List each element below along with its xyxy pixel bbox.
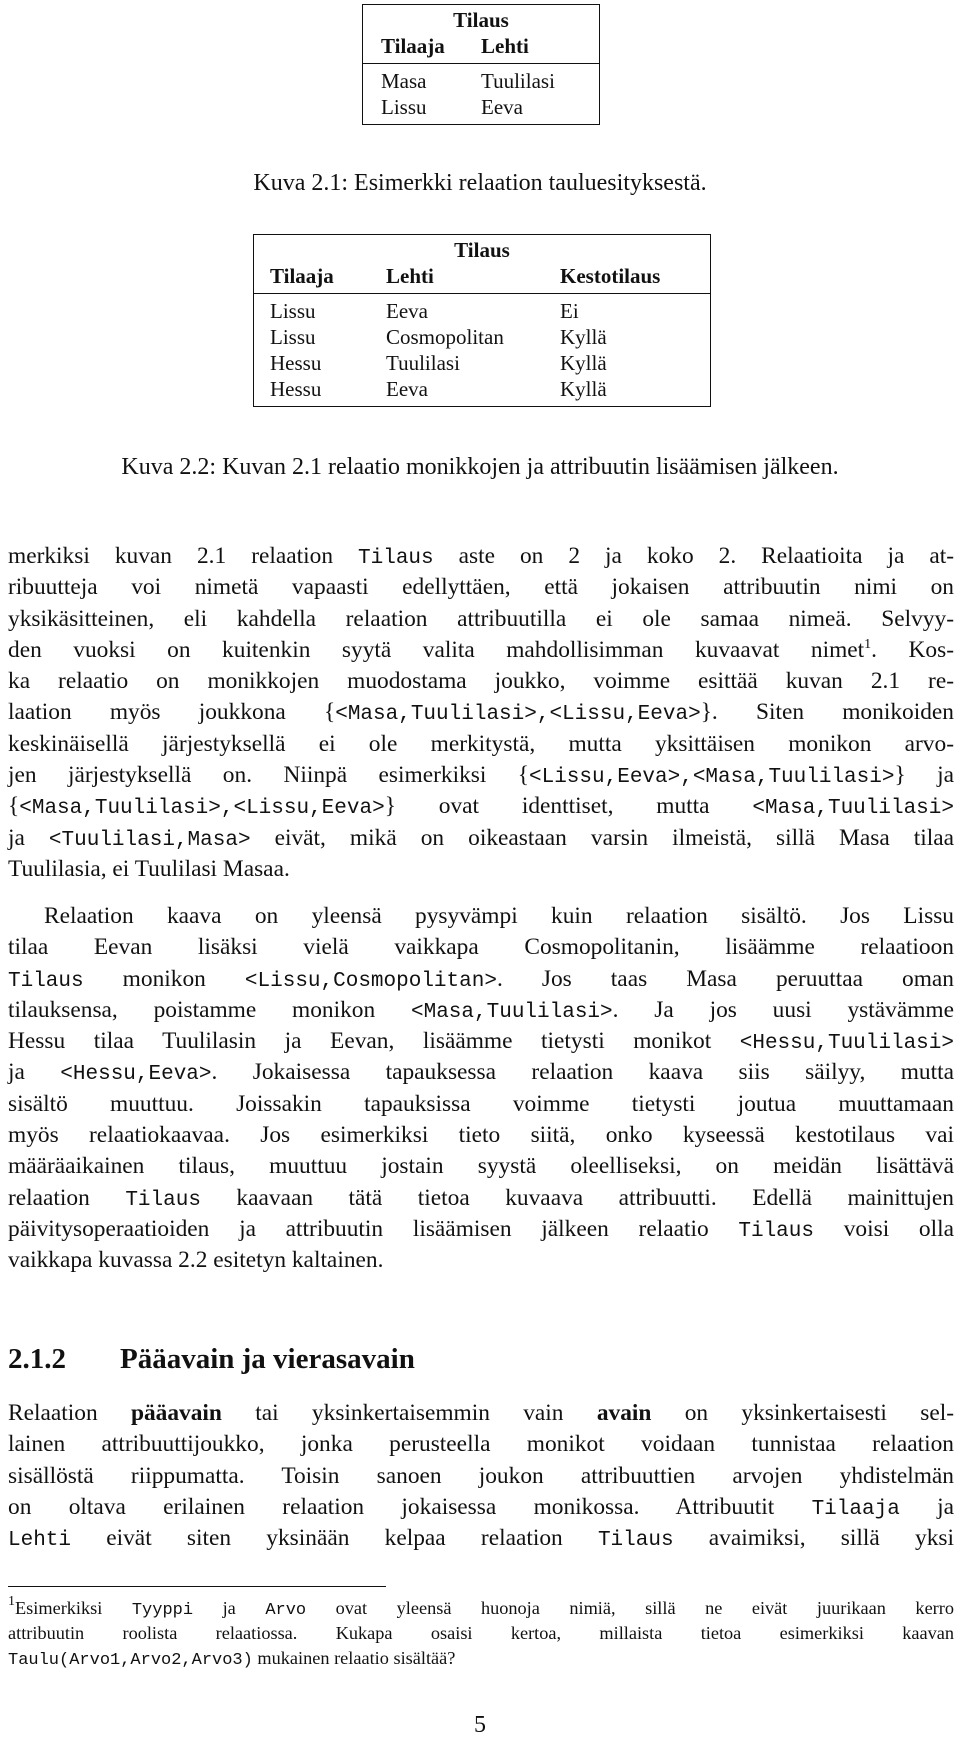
emphasized-term: pääavain	[130, 1400, 222, 1426]
table-cell: Eeva	[386, 299, 428, 323]
table-row	[254, 376, 710, 402]
table-body	[363, 64, 599, 124]
text-line: attribuutin roolista relaatiossa. Kukapa osaisi kertoa, millaista tietoa esimerkiksi kaavan	[8, 1623, 954, 1643]
code-text: Tyyppi	[131, 1601, 194, 1620]
table-cell: Hessu	[270, 377, 322, 401]
table-cell: Eeva	[481, 95, 523, 119]
text-line: merkiksi kuvan 2.1 relaation Tilaus aste on 2 ja koko 2. Relaatioita ja at-	[8, 543, 954, 570]
header-row	[363, 33, 599, 59]
text-line: Tilaus monikon <Lissu,Cosmopolitan>. Jos taas Masa peruuttaa oman	[8, 965, 954, 993]
code-text: Tilaus	[8, 969, 84, 993]
code-text: <Hessu,Eeva>	[60, 1063, 212, 1087]
section-heading	[8, 1343, 415, 1376]
table-cell: Lissu	[270, 325, 316, 349]
text-line: ribuutteja voi nimetä vapaasti edellyttäen, että jokaisen attribuutin nimi on	[8, 574, 954, 601]
table-cell: Tuulilasi	[481, 69, 555, 93]
figure-caption: Kuva 2.2: Kuvan 2.1 relaatio monikkojen ja attribuutin lisäämisen jälkeen.	[121, 454, 839, 480]
code-text: Tilaus	[125, 1188, 201, 1212]
code-text: Tilaus	[738, 1219, 814, 1243]
code-text: <Lissu,Cosmopolitan>	[244, 969, 497, 993]
table-row	[254, 298, 710, 324]
code-text: Tilaaja	[811, 1497, 900, 1521]
footnote-divider	[8, 1586, 386, 1587]
text-line: yksikäsitteinen, eli kahdella relaation attribuutilla ei ole samaa nimeä. Selvyy-	[8, 605, 954, 632]
text-line: Taulu(Arvo1,Arvo2,Arvo3) mukainen relaatio sisältää?	[8, 1648, 456, 1670]
footnote-mark: 1	[8, 1594, 15, 1609]
column-header: Kestotilaus	[560, 264, 661, 288]
table-cell: Kyllä	[560, 377, 607, 401]
footnote	[8, 1596, 954, 1671]
text-line: Lehti eivät siten yksinään kelpaa relaation Tilaus avaimiksi, sillä yksi	[8, 1525, 954, 1553]
text-line: laation myös joukkona {<Masa,Tuulilasi>,<Lissu,Eeva>}. Siten monikoiden	[8, 699, 954, 727]
code-text: <Masa,Tuulilasi>,<Lissu,Eeva>	[19, 797, 385, 821]
header-row	[254, 263, 710, 289]
text-line: ja <Tuulilasi,Masa> eivät, mikä on oikeastaan varsin ilmeistä, sillä Masa tilaa	[8, 824, 954, 852]
body-paragraph	[8, 1398, 954, 1554]
code-text: <Tuulilasi,Masa>	[48, 828, 251, 852]
table-cell: Ei	[560, 299, 579, 323]
figure-2-1-table	[362, 4, 600, 125]
table-row	[254, 324, 710, 350]
table-cell: Kyllä	[560, 325, 607, 349]
text-line: sisältö muuttuu. Joissakin tapauksissa voimme tietysti joutua muuttamaan	[8, 1090, 954, 1117]
relation-name: Tilaus	[453, 8, 509, 32]
column-header: Lehti	[386, 264, 434, 288]
table-cell: Kyllä	[560, 351, 607, 375]
text-line: jen järjestyksellä on. Niinpä esimerkiksi {<Lissu,Eeva>,<Masa,Tuulilasi>} ja	[8, 762, 954, 790]
column-header: Lehti	[481, 34, 529, 58]
column-header: Tilaaja	[381, 34, 445, 58]
table-header	[363, 5, 599, 64]
table-cell: Lissu	[270, 299, 316, 323]
table-body	[254, 294, 710, 406]
body-paragraph	[8, 541, 954, 885]
text-line: ja <Hessu,Eeva>. Jokaisessa tapauksessa relaation kaava siis säilyy, mutta	[8, 1059, 954, 1087]
table-row	[363, 94, 599, 120]
emphasized-term: avain	[596, 1400, 652, 1426]
column-header: Tilaaja	[270, 264, 334, 288]
text-line: ka relaatio on monikkojen muodostama joukko, voimme esittää kuvan 2.1 re-	[8, 668, 954, 695]
text-line: määräaikainen tilaus, muuttuu jostain syystä oleelliseksi, on meidän lisättävä	[8, 1153, 954, 1180]
table-row	[254, 350, 710, 376]
table-header	[254, 235, 710, 294]
text-line: relaation Tilaus kaavaan tätä tietoa kuvaava attribuutti. Edellä mainittujen	[8, 1184, 954, 1212]
text-line: Tuulilasia, ei Tuulilasi Masaa.	[8, 855, 290, 882]
table-cell: Hessu	[270, 351, 322, 375]
code-text: Taulu(Arvo1,Arvo2,Arvo3)	[8, 1651, 253, 1670]
text-line: tilaa Eevan lisäksi vielä vaikkapa Cosmopolitanin, lisäämme relaatioon	[8, 934, 954, 961]
text-line: myös relaatiokaavaa. Jos esimerkiksi tieto siitä, onko kyseessä kestotilaus vai	[8, 1122, 954, 1149]
section-title: Pääavain ja vierasavain	[120, 1343, 415, 1375]
footnote-ref[interactable]: 1	[864, 636, 872, 652]
text-line: Relaation pääavain tai yksinkertaisemmin vain avain on yksinkertaisesti sel-	[8, 1400, 954, 1426]
page-number: 5	[474, 1712, 486, 1738]
text-line: lainen attribuuttijoukko, jonka perusteella monikot voidaan tunnistaa relaation	[8, 1431, 954, 1458]
table-cell: Cosmopolitan	[386, 325, 504, 349]
text-line: {<Masa,Tuulilasi>,<Lissu,Eeva>} ovat identtiset, mutta <Masa,Tuulilasi>	[8, 793, 954, 821]
text-line: $^1$Esimerkiksi Tyyppi ja Arvo ovat yleensä huonoja nimiä, sillä ne eivät juurikaan kerro	[8, 1594, 954, 1620]
table-cell: Lissu	[381, 95, 427, 119]
code-text: <Masa,Tuulilasi>,<Lissu,Eeva>	[335, 703, 701, 727]
section-number: 2.1.2	[8, 1343, 66, 1375]
figure-caption: Kuva 2.1: Esimerkki relaation tauluesityksestä.	[253, 170, 707, 196]
text-line: Relaation kaava on yleensä pysyvämpi kuin relaation sisältö. Jos Lissu	[44, 903, 954, 929]
relation-name: Tilaus	[454, 238, 510, 262]
text-line: den vuoksi on kuitenkin syytä valita mahdollisimman kuvaavat nimet$^1$. Kos-	[8, 636, 954, 663]
text-line: Hessu tilaa Tuulilasin ja Eevan, lisäämme tietysti monikot <Hessu,Tuulilasi>	[8, 1028, 954, 1056]
table-cell: Eeva	[386, 377, 428, 401]
code-text: Tilaus	[358, 547, 434, 570]
body-paragraph	[8, 901, 954, 1277]
code-text: <Hessu,Tuulilasi>	[739, 1032, 954, 1056]
code-text: Lehti	[8, 1529, 72, 1553]
code-text: <Masa,Tuulilasi>	[411, 1000, 613, 1024]
table-row	[363, 68, 599, 94]
text-line: vaikkapa kuvassa 2.2 esitetyn kaltainen.	[8, 1247, 384, 1274]
table-cell: Masa	[381, 69, 427, 93]
code-text: <Masa,Tuulilasi>	[752, 797, 954, 821]
text-line: on oltava erilainen relaation jokaisessa monikossa. Attribuutit Tilaaja ja	[8, 1493, 954, 1521]
code-text: Arvo	[265, 1601, 307, 1620]
code-text: Tilaus	[597, 1529, 674, 1553]
text-line: tilauksensa, poistamme monikon <Masa,Tuulilasi>. Ja jos uusi ystävämme	[8, 996, 954, 1024]
text-line: sisällöstä riippumatta. Toisin sanoen joukon attribuuttien arvojen yhdistelmän	[8, 1462, 954, 1489]
code-text: <Lissu,Eeva>,<Masa,Tuulilasi>	[529, 766, 895, 790]
figure-2-2-table	[253, 234, 711, 407]
text-line: päivitysoperaatioiden ja attribuutin lisäämisen jälkeen relaatio Tilaus voisi olla	[8, 1215, 954, 1243]
table-cell: Tuulilasi	[386, 351, 460, 375]
text-line: keskinäisellä järjestyksellä ei ole merkitystä, mutta yksittäisen monikon arvo-	[8, 730, 954, 757]
